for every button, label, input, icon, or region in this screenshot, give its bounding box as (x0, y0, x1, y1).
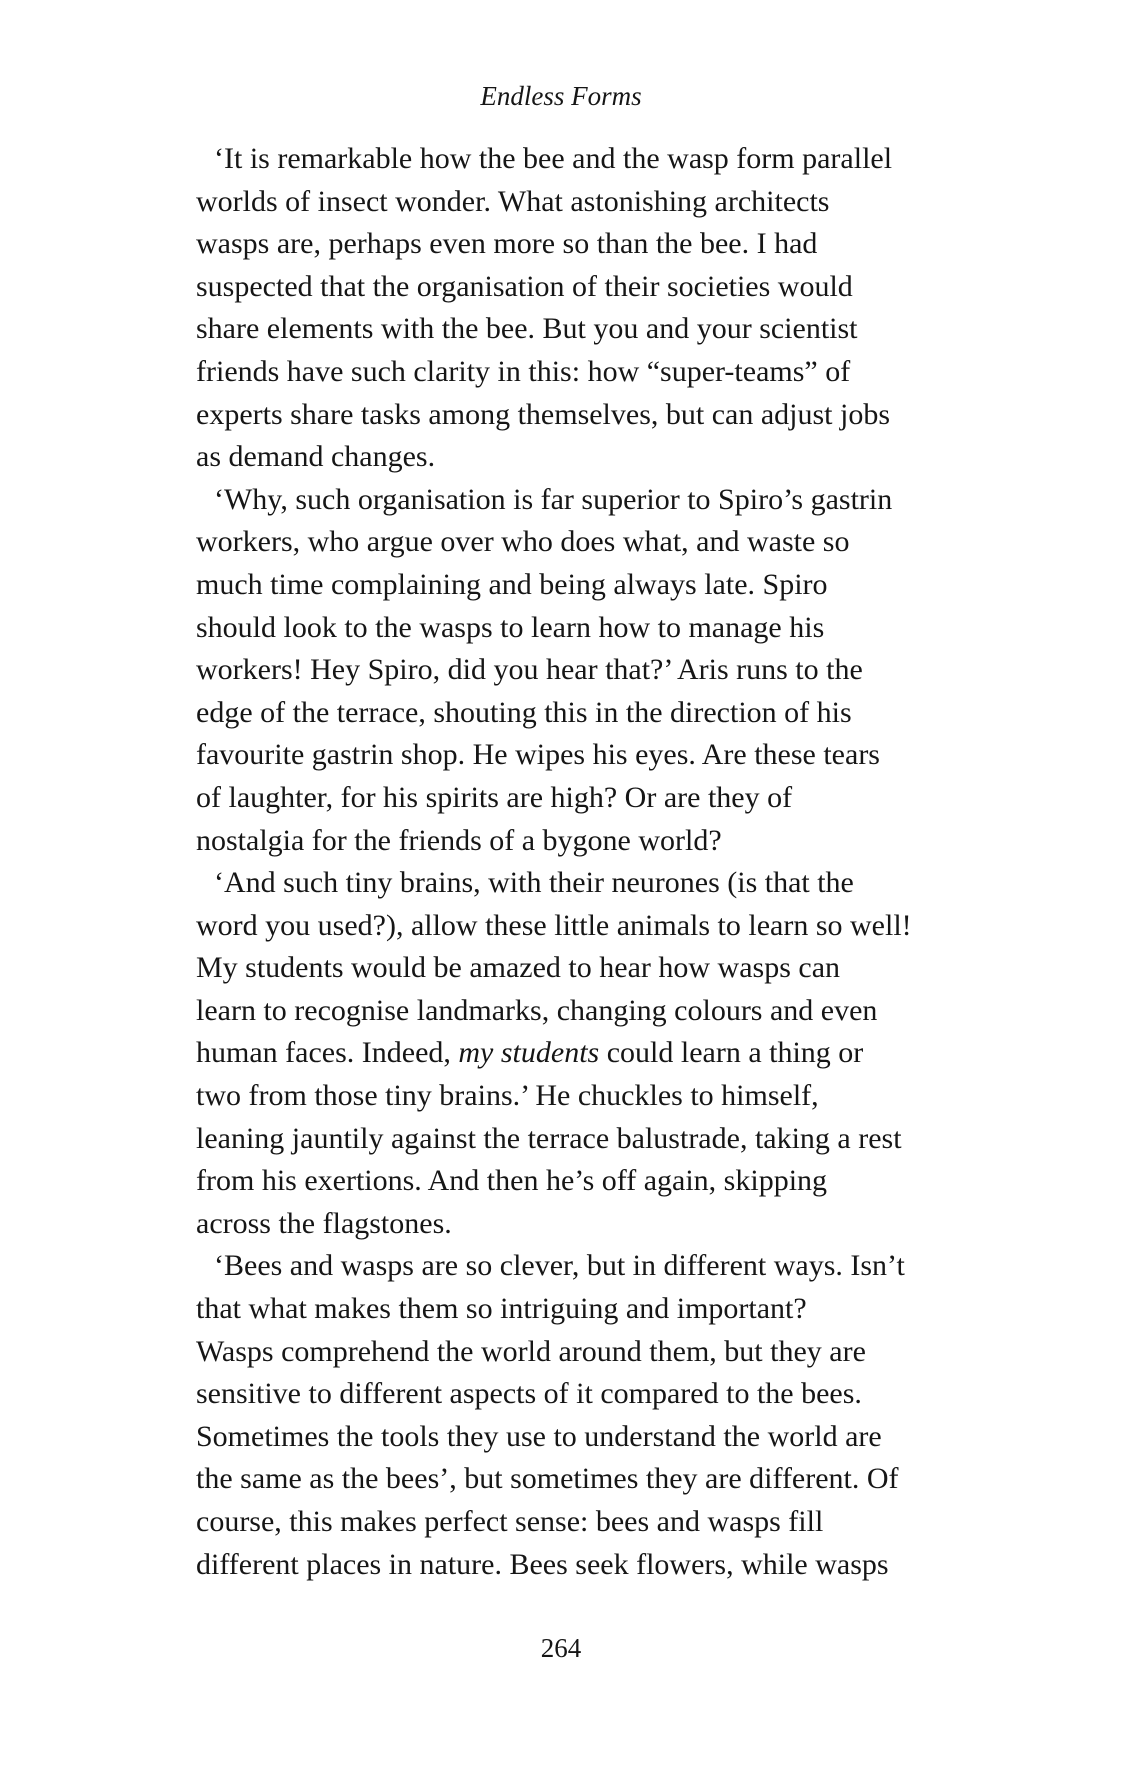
text-line: across the flagstones. (196, 1206, 452, 1240)
text-line: ‘Bees and wasps are so clever, but in different ways. Isn’t (214, 1249, 905, 1283)
text-line: worlds of insect wonder. What astonishing architects (196, 184, 830, 218)
text-line: edge of the terrace, shouting this in the direction of his (196, 695, 852, 729)
text-line: ‘And such tiny brains, with their neurones (is that the (214, 866, 854, 900)
text-line: as demand changes. (196, 440, 436, 474)
text-line: favourite gastrin shop. He wipes his eyes. Are these tears (196, 738, 880, 772)
text-line: should look to the wasps to learn how to manage his (196, 610, 825, 644)
text-line: experts share tasks among themselves, but can adjust jobs (196, 397, 891, 431)
text-line: suspected that the organisation of their societies would (196, 269, 853, 303)
text-line: wasps are, perhaps even more so than the bee. I had (196, 227, 818, 261)
text-line: much time complaining and being always late. Spiro (196, 567, 828, 601)
italic-emphasis: my students (458, 1036, 600, 1070)
text-line (196, 1032, 966, 1075)
text-line: from his exertions. And then he’s off again, skipping (196, 1164, 828, 1198)
text-line: workers! Hey Spiro, did you hear that?’ Aris runs to the (196, 653, 863, 687)
body-text (196, 138, 966, 1586)
text-line-segment: could learn a thing or (599, 1036, 864, 1070)
text-line: leaning jauntily against the terrace balustrade, taking a rest (196, 1121, 902, 1155)
text-line: workers, who argue over who does what, and waste so (196, 525, 850, 559)
text-line: learn to recognise landmarks, changing colours and even (196, 993, 878, 1027)
text-line: that what makes them so intriguing and important? (196, 1292, 807, 1326)
text-line: of laughter, for his spirits are high? Or are they of (196, 780, 793, 814)
text-line: share elements with the bee. But you and your scientist (196, 312, 858, 346)
text-line: ‘It is remarkable how the bee and the wasp form parallel (214, 142, 893, 175)
text-line: Sometimes the tools they use to understand the world are (196, 1419, 882, 1453)
text-line: sensitive to different aspects of it compared to the bees. (196, 1377, 862, 1411)
text-line: friends have such clarity in this: how “super-teams” of (196, 354, 851, 388)
text-line: the same as the bees’, but sometimes they are different. Of (196, 1462, 899, 1496)
text-line: My students would be amazed to hear how wasps can (196, 951, 841, 985)
text-line: course, this makes perfect sense: bees and wasps fill (196, 1505, 824, 1538)
text-line: Wasps comprehend the world around them, but they are (196, 1334, 866, 1368)
text-line: nostalgia for the friends of a bygone world? (196, 823, 722, 857)
page-number: 264 (540, 1633, 582, 1663)
running-head: Endless Forms (480, 81, 642, 111)
text-line: word you used?), allow these little animals to learn so well! (196, 908, 912, 942)
text-line: two from those tiny brains.’ He chuckles to himself, (196, 1079, 819, 1113)
text-line: ‘Why, such organisation is far superior to Spiro’s gastrin (214, 482, 893, 516)
text-line: different places in nature. Bees seek flowers, while wasps (196, 1547, 889, 1581)
text-line-segment: human faces. Indeed, (196, 1036, 459, 1070)
